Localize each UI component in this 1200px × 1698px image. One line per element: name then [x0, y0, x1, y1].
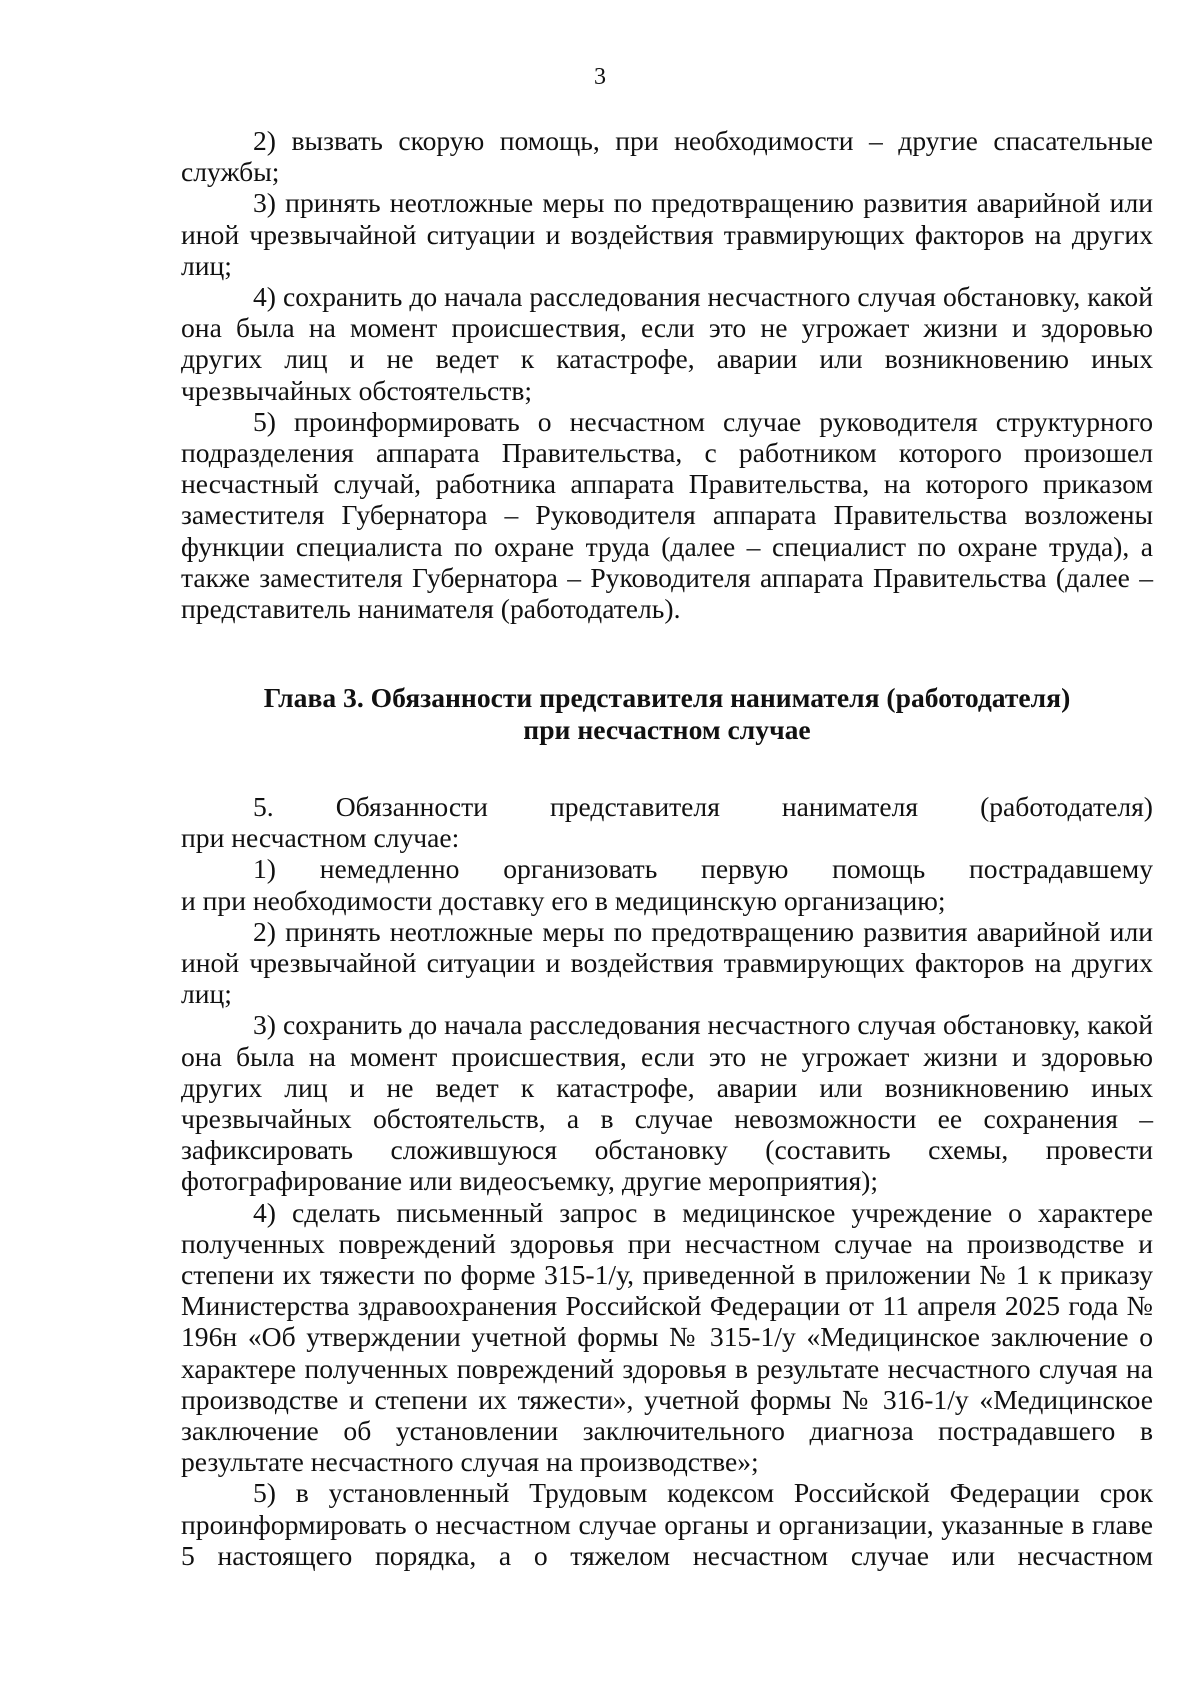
chapter-heading: [181, 682, 1153, 746]
duty-item-3: 3) сохранить до начала расследования несчастного случая обстановку, какой она была на момент происшествия, если это не угрожает жизни и здоровью других лиц и не ведет к катастрофе, аварии или возникновению иных чрезвычайных обстоятельств, а в случае невозможности ее сохранения – зафиксировать сложившуюся обстановку (составить схемы, провести фотографирование или видеосъемку, другие мероприятия);: [181, 1009, 1153, 1197]
chapter-heading-line-2: при несчастном случае: [523, 714, 811, 745]
page-number: 3: [594, 64, 606, 90]
duty-item-1-line-2: и при необходимости доставку его в медицинскую организацию;: [181, 884, 946, 916]
duties-intro-line-1: 5. Обязанности представителя нанимателя (работодателя): [253, 791, 1153, 822]
list-item-5: 5) проинформировать о несчастном случае руководителя структурного подразделения аппарата Правительства, с работником которого произошел несчастный случай, работника аппарата Правительства, на которого приказом заместителя Губернатора – Руководителя аппарата Правительства возложены функции специалиста по охране труда (далее – специалист по охране труда), а также заместителя Губернатора – Руководителя аппарата Правительства (далее – представитель нанимателя (работодатель).: [181, 405, 1153, 625]
list-item-4: 4) сохранить до начала расследования несчастного случая обстановку, какой она была на момент происшествия, если это не угрожает жизни и здоровью других лиц и не ведет к катастрофе, аварии или возникновению иных чрезвычайных обстоятельств;: [181, 281, 1153, 406]
duty-item-4: 4) сделать письменный запрос в медицинское учреждение о характере полученных повреждений здоровья при несчастном случае на производстве и степени их тяжести по форме 315-1/у, приведенной в приложении № 1 к приказу Министерства здравоохранения Российской Федерации от 11 апреля 2025 года № 196н «Об утверждении учетной формы № 315-1/у «Медицинское заключение о характере полученных повреждений здоровья в результате несчастного случая на производстве и степени их тяжести», учетной формы № 316-1/у «Медицинское заключение об установлении заключительного диагноза пострадавшего в результате несчастного случая на производстве»;: [181, 1196, 1153, 1478]
opening-list: [181, 125, 1153, 624]
duties-intro-line-2: при несчастном случае:: [181, 822, 460, 854]
duty-item-1-line-1: 1) немедленно организовать первую помощь пострадавшему: [253, 853, 1153, 885]
duty-item-2: 2) принять неотложные меры по предотвращению развития аварийной или иной чрезвычайной ситуации и воздействия травмирующих факторов на других лиц;: [181, 915, 1153, 1010]
list-item-3: 3) принять неотложные меры по предотвращению развития аварийной или иной чрезвычайной ситуации и воздействия травмирующих факторов на других лиц;: [181, 187, 1153, 281]
chapter-heading-line-1: Глава 3. Обязанности представителя нанимателя (работодателя): [263, 682, 1071, 713]
duties-section: [181, 791, 1153, 1571]
duty-item-5: 5) в установленный Трудовым кодексом Российской Федерации срок проинформировать о несчастном случае органы и организации, указанные в главе 5 настоящего порядка, а о тяжелом несчастном случае или несчастном: [181, 1477, 1153, 1571]
list-item-2: 2) вызвать скорую помощь, при необходимости – другие спасательные службы;: [181, 125, 1153, 188]
